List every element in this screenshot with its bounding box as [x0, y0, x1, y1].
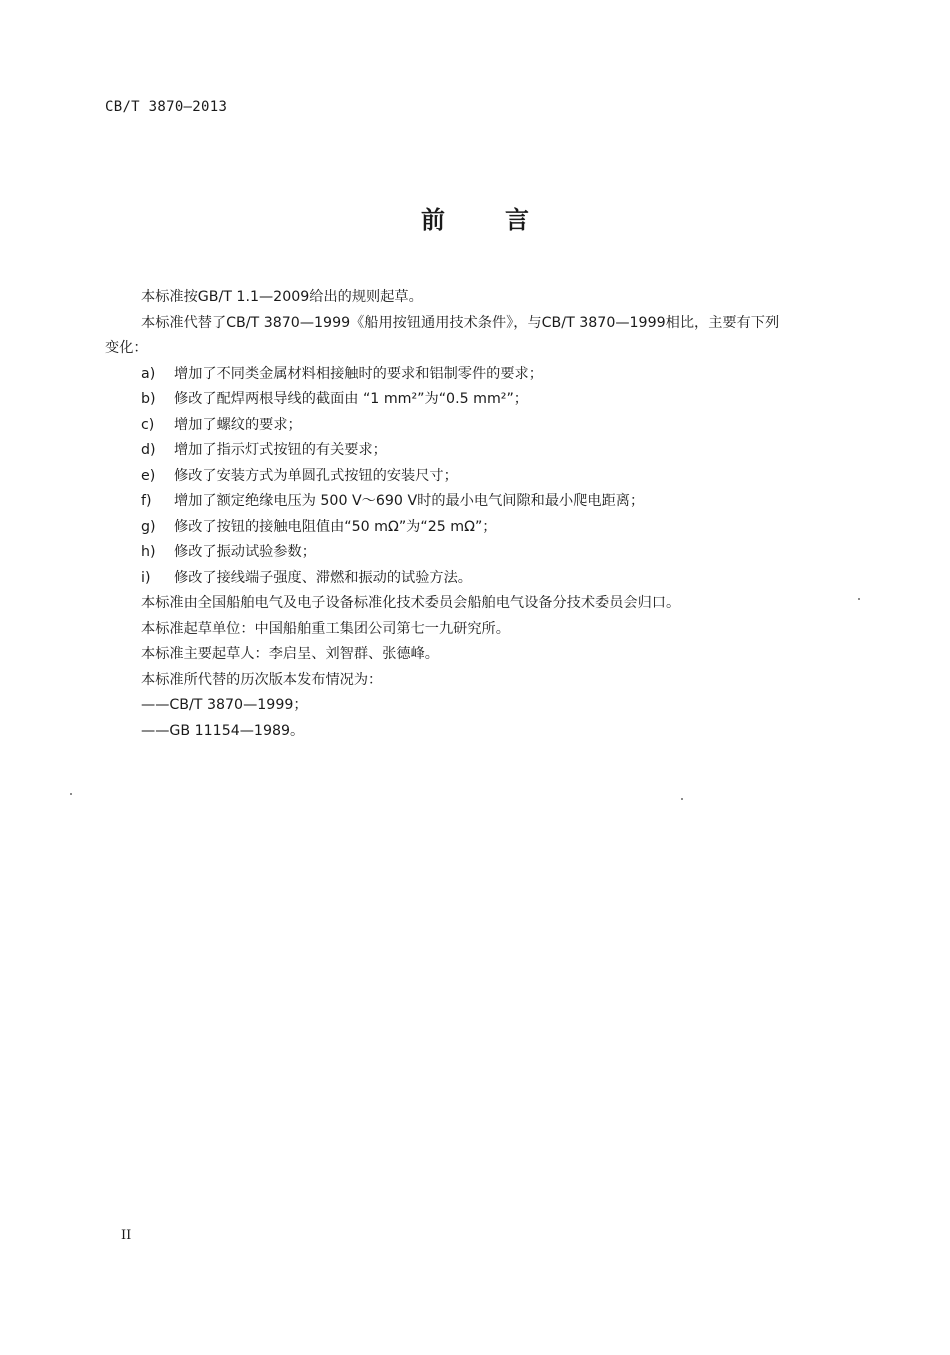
- paragraph-history-intro: 本标准所代替的历次版本发布情况为：: [141, 671, 383, 688]
- history-item: ——GB 11154—1989。: [141, 722, 305, 739]
- list-item-text: 修改了安装方式为单圆孔式按钮的安装尺寸；: [174, 467, 458, 484]
- scan-speck: [70, 793, 72, 795]
- list-marker: f): [141, 493, 152, 509]
- list-item-text: 修改了按钮的接触电阻值由“50 mΩ”为“25 mΩ”；: [174, 518, 497, 535]
- list-item: [105, 438, 880, 464]
- scan-speck: [681, 798, 683, 800]
- scan-speck: [858, 598, 860, 600]
- document-body: [105, 285, 880, 744]
- list-marker: e): [141, 467, 156, 484]
- paragraph-drafting-rules: 本标准按GB/T 1.1—2009给出的规则起草。: [141, 289, 423, 305]
- list-marker: d): [141, 442, 156, 458]
- list-item-text: 增加了不同类金属材料相接触时的要求和铝制零件的要求；: [174, 365, 543, 382]
- list-item-text: 修改了振动试验参数；: [174, 544, 316, 560]
- list-item: [105, 489, 880, 515]
- list-marker: a): [141, 365, 156, 382]
- list-item: [105, 387, 880, 413]
- list-item: [105, 413, 880, 439]
- list-marker: c): [141, 416, 155, 433]
- list-marker: h): [141, 544, 156, 560]
- list-item-text: 修改了配焊两根导线的截面由 “1 mm²”为“0.5 mm²”；: [174, 391, 528, 407]
- list-item: [105, 362, 880, 388]
- list-item-text: 增加了额定绝缘电压为 500 V～690 V时的最小电气间隙和最小爬电距离；: [174, 493, 645, 509]
- standard-code: CB/T 3870—2013: [105, 99, 228, 115]
- list-marker: g): [141, 518, 156, 535]
- list-item-text: 增加了螺纹的要求；: [174, 416, 302, 433]
- history-item: ——CB/T 3870—1999；: [141, 697, 308, 713]
- list-item: [105, 566, 880, 592]
- page-title: 前言: [421, 206, 589, 234]
- list-marker: b): [141, 391, 156, 407]
- paragraph-drafting-unit: 本标准起草单位：中国船舶重工集团公司第七一九研究所。: [141, 620, 510, 637]
- paragraph-centralized: 本标准由全国船舶电气及电子设备标准化技术委员会船舶电气设备分技术委员会归口。: [141, 595, 681, 611]
- list-item-text: 修改了接线端子强度、滞燃和振动的试验方法。: [174, 569, 472, 586]
- list-item-text: 增加了指示灯式按钮的有关要求；: [174, 442, 387, 458]
- list-marker: i): [141, 569, 151, 586]
- paragraph-replacement-line2: 变化：: [105, 340, 148, 356]
- page-number: II: [121, 1228, 132, 1243]
- paragraph-replacement-line1: 本标准代替了CB/T 3870—1999《船用按钮通用技术条件》，与CB/T 3870—1999相比，主要有下列: [141, 314, 780, 331]
- list-item: [105, 515, 880, 541]
- paragraph-drafters: 本标准主要起草人：李启呈、刘智群、张德峰。: [141, 646, 439, 662]
- changes-list: [105, 362, 880, 592]
- list-item: [105, 464, 880, 490]
- list-item: [105, 540, 880, 566]
